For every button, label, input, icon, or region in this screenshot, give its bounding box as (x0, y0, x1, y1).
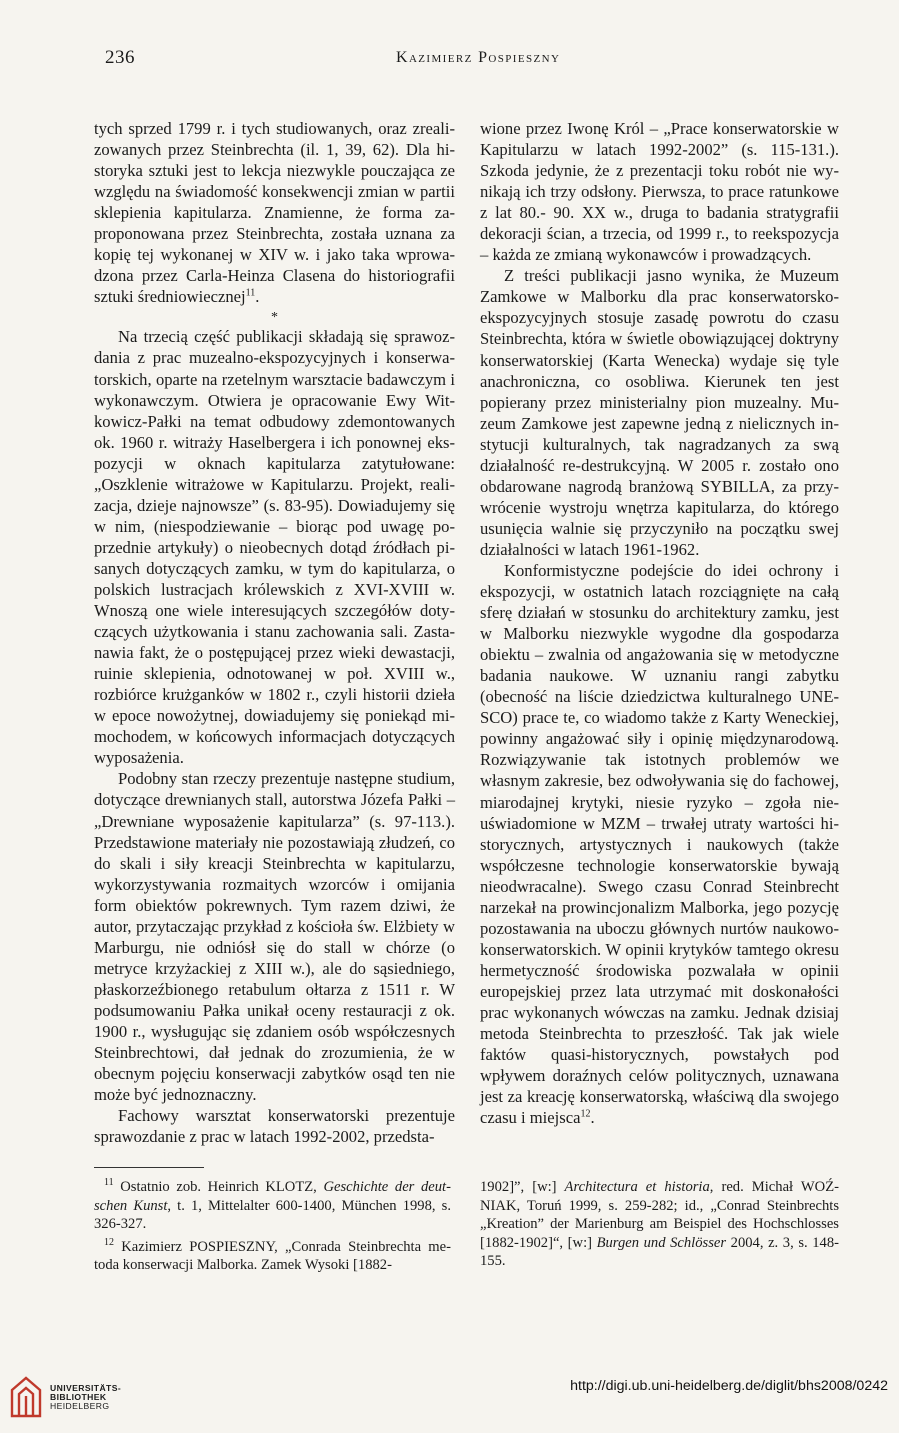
footnote-12: $^{12}$ Kazimierz POSPIESZNY, „Conrada Steinbrechta metoda konserwacji Malborka. Zamek Wysoki [1882- (94, 1236, 451, 1274)
library-name: UNIVERSITÄTS- BIBLIOTHEK HEIDELBERG (50, 1383, 122, 1412)
left-column (94, 118, 455, 1147)
paragraph: Na trzecią część publikacji składają się sprawozdania z prac muzealno-ekspozycyjnych i konserwatorskich, oparte na rzetelnym warsztacie badawczym i wykonawczym. Otwiera je opracowanie Ewy Witkowicz-Pałki na temat odbudowy zdemontowanych ok. 1960 r. witraży Haselbergera i ich ponownej ekspozycji w oknach kapitularza zatytułowane: „Oszklenie witrażowe w Kapitularzu. Projekt, realizacja, dzieje najnowsze” (s. 83-95). Dowiadujemy się w nim, (niespodziewanie – biorąc pod uwagę poprzednie artykuły) o nieobecnych dotąd źródłach pisanych dotyczących zamku, w tym do kapitularza, o polskich lustracjach królewskich z XVI-XVIII w. Wnoszą one wiele interesujących szczegółów dotyczących użytkowania i stanu zachowania sali. Zastanawia fakt, że o postępującej przez wieki dewastacji, ruinie sklepienia, odnotowanej w poł. XVIII w., rozbiórce krużganków w 1802 r., czyli historii dzieła w epoce nowożytnej, dowiadujemy się poniekąd mimochodem, w końcowych informacjach dotyczących wyposażenia. (94, 327, 455, 768)
page-number: 236 (105, 47, 135, 68)
footnote-rule (94, 1167, 204, 1168)
right-column (480, 118, 839, 1128)
page-header (0, 44, 899, 74)
footnotes-left (94, 1178, 451, 1279)
footnote-ref-11[interactable]: 11 (245, 287, 256, 299)
paragraph: Z treści publikacji jasno wynika, że Muzeum Zamkowe w Malborku dla prac konserwatorsko-ekspozycyjnych stosuje zasadę powrotu do czasu Steinbrechta, która w świetle obowiązującej doktryny konserwatorskiej (Karta Wenecka) wydaje się tyle anachroniczna, co osobliwa. Kierunek ten jest popierany przez ministerialny pion muzealny. Muzeum Zamkowe jest zapewne jedną z nielicznych instytucji kulturalnych, tak nagradzanych za swą działalność re-destrukcyjną. W 2005 r. zostało ono obdarowane nagrodą branżową SYBILLA, za przywrócenie wystroju wnętrza kapitularza, do którego usunięcia walnie się przyczyniło na początku swej działalności w latach 1961-1962. (480, 266, 839, 559)
source-url-link[interactable]: http://digi.ub.uni-heidelberg.de/diglit/bhs2008/0242 (570, 1378, 888, 1394)
section-separator: * (271, 310, 278, 326)
digitization-footer (0, 1376, 899, 1433)
paragraph: Konformistyczne podejście do idei ochrony i ekspozycji, w ostatnich latach rozciągnięte na całą sferę działań w stosunku do architektury zamku, jest w Malborku niezwykle wygodne dla gospodarza obiektu – zwalnia od angażowania się w metodyczne badania naukowe. W uznaniu rangi zabytku (obecność na liście dziedzictwa kulturalnego UNESCO) prace te, co wiadomo także z Karty Weneckiej, powinny angażować siły i opinię międzynarodową. Rozwiązywanie tak istotnych problemów we własnym zakresie, bez odwoływania się do fachowej, miarodajnej krytyki, niesie ryzyko – zgoła nieuświadomione w MZM – trwałej utraty wartości historycznych, artystycznych i naukowych (także współczesne technologie konserwatorskie bywają nieodwracalne). Swego czasu Conrad Steinbrecht narzekał na prowincjonalizm Malborka, jego pozycję pozostawania na uboczu głównych nurtów naukowo-konserwatorskich. W opinii krytyków tamtego okresu hermetyczność środowiska pozwalała w opinii europejskiej przez lata utrzymać mit doskonałości prac wykonanych wówczas na zamku. Jednak dzisiaj metoda Steinbrechta to przeszłość. Tak jak wiele faktów quasi-historycznych, powstałych pod wpływem doraźnych celów politycznych, uznawana jest za kreację konserwatorską, właściwą dla swojego czasu i miejsca$^{12}$. (480, 560, 839, 1128)
running-head: Kazimierz Pospieszny (396, 49, 561, 66)
footnote-11: $^{11}$ Ostatnio zob. Heinrich KLOTZ, Geschichte der deutschen Kunst, t. 1, Mittelalter 600-1400, München 1998, s. 326-327. (94, 1177, 451, 1233)
footnotes-right (480, 1178, 839, 1275)
paragraph: Fachowy warsztat konserwatorski prezentuje sprawozdanie z prac w latach 1992-2002, przedsta- (94, 1106, 455, 1147)
library-logo-icon (10, 1376, 42, 1418)
footnote-ref-12[interactable]: 12 (580, 1108, 591, 1120)
paragraph: tych sprzed 1799 r. i tych studiowanych, oraz zrealizowanych przez Steinbrechta (il. 1, 39, 62). Dla historyka sztuki jest to lekcja niezwykle pouczająca ze względu na świadomość konsekwencji zmian w partii sklepienia kapitularza. Znamienne, że forma zaproponowana przez Steinbrechta, została uznana za kopię tej wykonanej w XIV w. i jako taka wprowadzona przez Carla-Heinza Clasena do historiografii sztuki średniowiecznej$^{11}$. (94, 119, 455, 307)
paragraph: Podobny stan rzeczy prezentuje następne studium, dotyczące drewnianych stall, autorstwa Józefa Pałki – „Drewniane wyposażenie kapitularza” (s. 97-113.). Przedstawione materiały nie pozostawiają złudzeń, co do skali i siły kreacji Steinbrechta w kapitularzu, wykorzystywania rozmaitych wzorców i omijania form obiektów pokrewnych. Tym razem dziwi, że autor, przytaczając przykład z kościoła św. Elżbiety w Marburgu, nie odniósł się do stall w chórze (o metryce krzyżackiej z XIII w.), ale do sąsiedniego, płaskorzeźbionego retabulum ołtarza z 1511 r. W podsumowaniu Pałka unikał oceny restauracji z ok. 1900 r., wysługując się zdaniem osób współczesnych Steinbrechtowi, dał jednak do zrozumienia, że w obecnym pojęciu konserwacji zabytków osąd ten nie może być jednoznaczny. (94, 769, 455, 1105)
footnote-12-continued: 1902]”, [w:] Architectura et historia, red. Michał WOŹNIAK, Toruń 1999, s. 259-282; id., „Conrad Steinbrechts „Kreation” der Marienburg am Beispiel des Hochschlosses [1882-1902]“, [w:] Burgen und Schlösser 2004, z. 3, s. 148-155. (480, 1179, 840, 1270)
paragraph: wione przez Iwonę Król – „Prace konserwatorskie w Kapitularzu w latach 1992-2002” (s. 115-131.). Szkoda jedynie, że z prezentacji toku robót nie wynikają ich trzy odsłony. Pierwsza, to prace ratunkowe z lat 80.- 90. XX w., druga to badania stratygrafii dekoracji ścian, a trzecia, od 1999 r., to reekspozycja – każda ze zmianą wykonawców i prowadzących. (480, 119, 839, 265)
